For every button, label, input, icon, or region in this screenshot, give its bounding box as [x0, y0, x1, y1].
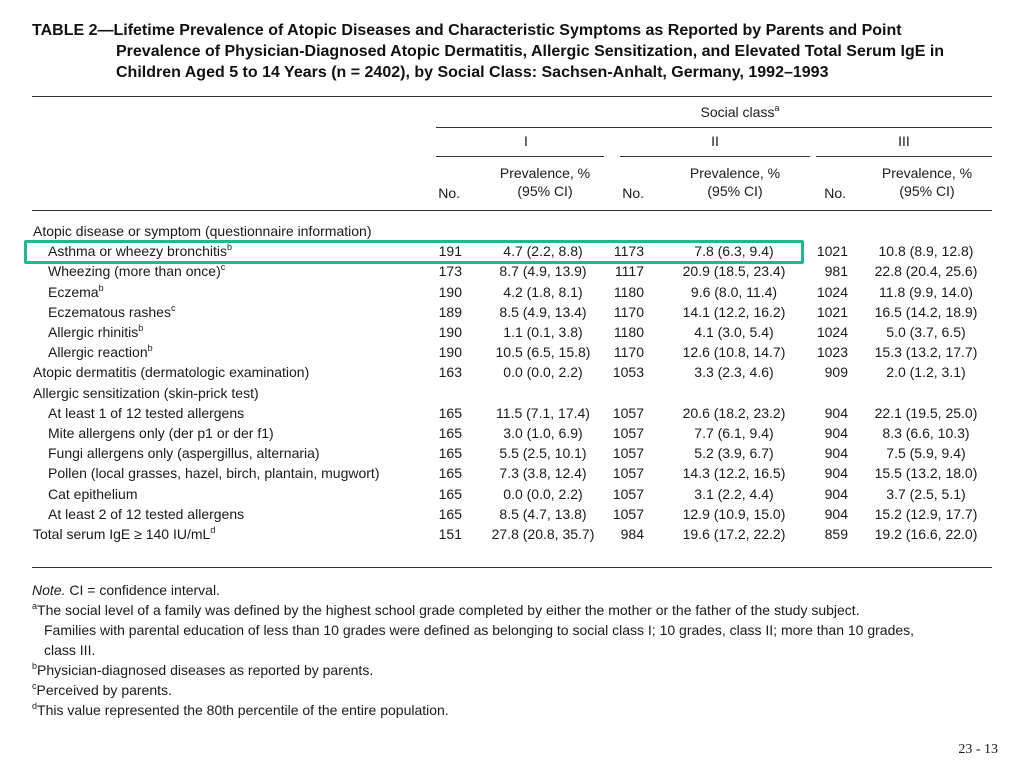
cell-prev-iii: 15.2 (12.9, 17.7) — [874, 505, 978, 522]
col-no-1: No. — [438, 185, 460, 201]
cell-no-ii: 1117 — [614, 263, 644, 280]
cell-prev-ii: 12.6 (10.8, 14.7) — [682, 344, 786, 361]
cell-prev-ii: 14.3 (12.2, 16.5) — [682, 465, 786, 482]
cell-no-ii: 984 — [620, 526, 644, 542]
group-iii-header: III — [898, 133, 910, 149]
cell-prev-i: 10.5 (6.5, 15.8) — [495, 344, 591, 361]
row-label: Allergic rhinitis$^b$ — [48, 323, 144, 340]
cell-no-iii: 904 — [824, 404, 848, 421]
note-a: $^a$The social level of a family was defined by the highest school grade completed by either the mother or the father of the study subject. — [32, 601, 860, 618]
cell-no-ii: 1180 — [613, 283, 644, 300]
row-label: Asthma or wheezy bronchitis$^b$ — [48, 242, 232, 260]
cell-prev-iii: 22.1 (19.5, 25.0) — [874, 404, 978, 421]
cell-no-ii: 1057 — [612, 404, 644, 421]
cell-prev-iii: 5.0 (3.7, 6.5) — [886, 324, 966, 340]
cell-prev-iii: 19.2 (16.6, 22.0) — [874, 526, 978, 542]
row-label: Eczema$^b$ — [48, 282, 104, 300]
section-label: Allergic sensitization (skin-prick test) — [33, 384, 259, 401]
cell-no-iii: 909 — [824, 364, 848, 381]
cell-prev-iii: 8.3 (6.6, 10.3) — [882, 425, 970, 441]
cell-prev-ii: 3.1 (2.2, 4.4) — [694, 485, 774, 502]
row-label: Pollen (local grasses, hazel, birch, plantain, mugwort) — [48, 465, 380, 482]
cell-prev-iii: 22.8 (20.4, 25.6) — [874, 263, 978, 280]
note-a-line-3: class III. — [44, 642, 96, 658]
cell-no-iii: 904 — [824, 465, 848, 482]
row-label: Atopic dermatitis (dermatologic examination) — [33, 364, 310, 381]
cell-no-iii: 1021 — [816, 303, 848, 320]
cell-prev-i: 27.8 (20.8, 35.7) — [491, 526, 595, 542]
cell-no-ii: 1057 — [612, 465, 644, 482]
note-d: $^d$This value represented the 80th percentile of the entire population. — [32, 701, 449, 718]
group-i-header: I — [524, 133, 528, 149]
group-iii-rule — [816, 156, 992, 157]
cell-prev-iii: 2.0 (1.2, 3.1) — [886, 364, 966, 381]
cell-prev-ii: 9.6 (8.0, 11.4) — [690, 283, 778, 300]
cell-no-i: 165 — [438, 485, 462, 502]
col-no-2: No. — [622, 185, 644, 201]
cell-prev-i: 8.5 (4.9, 13.4) — [499, 303, 587, 320]
row-label: Mite allergens only (der p1 or der f1) — [48, 425, 274, 441]
cell-prev-iii: 3.7 (2.5, 5.1) — [886, 485, 966, 502]
cell-no-i: 173 — [438, 263, 462, 280]
cell-prev-i: 4.2 (1.8, 8.1) — [503, 283, 583, 300]
cell-prev-i: 5.5 (2.5, 10.1) — [499, 445, 587, 462]
cell-no-iii: 1024 — [816, 283, 848, 300]
note-ci: Note. CI = confidence interval. — [32, 582, 220, 598]
cell-no-ii: 1057 — [612, 485, 644, 502]
page-number: 23 - 13 — [958, 742, 998, 757]
cell-no-i: 165 — [438, 465, 462, 482]
cell-no-i: 165 — [438, 505, 462, 522]
table-notes — [32, 580, 1002, 720]
cell-prev-ii: 3.3 (2.3, 4.6) — [694, 364, 774, 381]
cell-prev-ii: 19.6 (17.2, 22.2) — [682, 526, 786, 542]
cell-no-i: 165 — [438, 425, 462, 441]
social-class-header: Social class$^a$ — [700, 103, 780, 120]
cell-prev-i: 0.0 (0.0, 2.2) — [503, 485, 583, 502]
row-label: Fungi allergens only (aspergillus, alternaria) — [48, 445, 320, 462]
note-a-line-2: Families with parental education of less than 10 grades were defined as belonging to social class I; 10 grades, class II; more than 10 grades, — [44, 622, 915, 638]
cell-prev-i: 4.7 (2.2, 8.8) — [503, 243, 583, 260]
cell-prev-iii: 10.8 (8.9, 12.8) — [878, 243, 974, 260]
cell-prev-iii: 15.3 (13.2, 17.7) — [874, 344, 978, 361]
cell-prev-iii: 15.5 (13.2, 18.0) — [874, 465, 978, 482]
cell-no-ii: 1057 — [612, 505, 644, 522]
group-ii-rule — [620, 156, 810, 157]
cell-prev-iii: 7.5 (5.9, 9.4) — [886, 445, 966, 462]
cell-no-ii: 1057 — [612, 445, 644, 462]
note-b: $^b$Physician-diagnosed diseases as reported by parents. — [32, 661, 374, 678]
col-prev-2: Prevalence, % (95% CI) — [689, 165, 781, 199]
cell-no-iii: 904 — [824, 425, 848, 441]
cell-no-i: 191 — [438, 243, 462, 260]
group-ii-header: II — [711, 133, 719, 149]
cell-prev-i: 8.7 (4.9, 13.9) — [499, 263, 587, 280]
cell-prev-i: 3.0 (1.0, 6.9) — [503, 425, 583, 441]
header-rule — [32, 210, 992, 211]
col-no-3: No. — [824, 185, 846, 201]
cell-no-iii: 904 — [824, 485, 848, 502]
highlight-box — [24, 240, 804, 264]
cell-no-iii: 904 — [824, 445, 848, 462]
cell-no-iii: 859 — [824, 526, 848, 542]
cell-no-i: 190 — [438, 324, 462, 340]
cell-prev-ii: 7.8 (6.3, 9.4) — [694, 243, 774, 260]
cell-prev-i: 0.0 (0.0, 2.2) — [503, 364, 583, 381]
cell-no-ii: 1053 — [612, 364, 644, 381]
cell-prev-ii: 20.9 (18.5, 23.4) — [682, 263, 786, 280]
top-rule — [32, 96, 992, 97]
title-line-3: Children Aged 5 to 14 Years (n = 2402), by Social Class: Sachsen-Anhalt, Germany, 1992–1993 — [116, 64, 829, 81]
cell-no-iii: 1024 — [816, 324, 848, 340]
cell-no-ii: 1173 — [613, 243, 644, 260]
cell-prev-i: 11.5 (7.1, 17.4) — [496, 404, 590, 421]
section-label: Atopic disease or symptom (questionnaire information) — [33, 223, 372, 239]
cell-no-iii: 904 — [824, 505, 848, 522]
group-i-rule — [436, 156, 604, 157]
row-label: Eczematous rashes$^c$ — [48, 302, 176, 320]
cell-no-i: 190 — [438, 344, 462, 361]
cell-no-iii: 1021 — [816, 243, 848, 260]
row-label: Total serum IgE ≥ 140 $IU/mL^d$ — [33, 525, 216, 542]
cell-prev-ii: 4.1 (3.0, 5.4) — [694, 324, 774, 340]
row-label: Allergic reaction$^b$ — [48, 343, 153, 361]
title-line-1: Lifetime Prevalence of Atopic Diseases and Characteristic Symptoms as Reported by Parents and Point — [113, 22, 902, 39]
cell-prev-ii: 20.6 (18.2, 23.2) — [682, 404, 786, 421]
cell-prev-ii: 12.9 (10.9, 15.0) — [682, 505, 786, 522]
cell-no-i: 165 — [438, 404, 462, 421]
row-label: At least 2 of 12 tested allergens — [48, 505, 245, 522]
cell-no-i: 189 — [438, 303, 462, 320]
cell-no-ii: 1170 — [613, 303, 644, 320]
cell-prev-i: 7.3 (3.8, 12.4) — [499, 465, 587, 482]
bottom-rule — [32, 567, 992, 568]
cell-prev-ii: 7.7 (6.1, 9.4) — [694, 425, 774, 441]
cell-no-i: 165 — [438, 445, 462, 462]
social-class-rule — [436, 127, 992, 128]
cell-no-ii: 1170 — [613, 344, 644, 361]
row-label: Cat epithelium — [48, 485, 138, 502]
cell-prev-i: 1.1 (0.1, 3.8) — [503, 324, 583, 340]
cell-no-i: 190 — [438, 283, 462, 300]
cell-no-ii: 1057 — [612, 425, 644, 441]
cell-no-iii: 1023 — [816, 344, 848, 361]
cell-prev-iii: 16.5 (14.2, 18.9) — [874, 303, 978, 320]
col-prev-1: Prevalence, % (95% CI) — [499, 165, 591, 199]
table-title — [32, 20, 992, 83]
row-label: At least 1 of 12 tested allergens — [48, 404, 245, 421]
cell-no-i: 163 — [438, 364, 462, 381]
table-label: TABLE 2— — [32, 22, 114, 39]
cell-prev-ii: 14.1 (12.2, 16.2) — [682, 303, 786, 320]
cell-prev-i: 8.5 (4.7, 13.8) — [499, 505, 587, 522]
cell-prev-iii: 11.8 (9.9, 14.0) — [879, 283, 973, 300]
row-label: Wheezing (more than once)$^c$ — [48, 262, 226, 280]
cell-prev-ii: 5.2 (3.9, 6.7) — [694, 445, 774, 462]
cell-no-ii: 1180 — [613, 324, 644, 340]
cell-no-iii: 981 — [824, 263, 848, 280]
title-line-2: Prevalence of Physician-Diagnosed Atopic Dermatitis, Allergic Sensitization, and Elevated Total Serum IgE in — [116, 43, 945, 60]
note-c: $^c$Perceived by parents. — [32, 681, 172, 698]
col-prev-3: Prevalence, % (95% CI) — [881, 165, 973, 199]
cell-no-i: 151 — [438, 526, 462, 542]
